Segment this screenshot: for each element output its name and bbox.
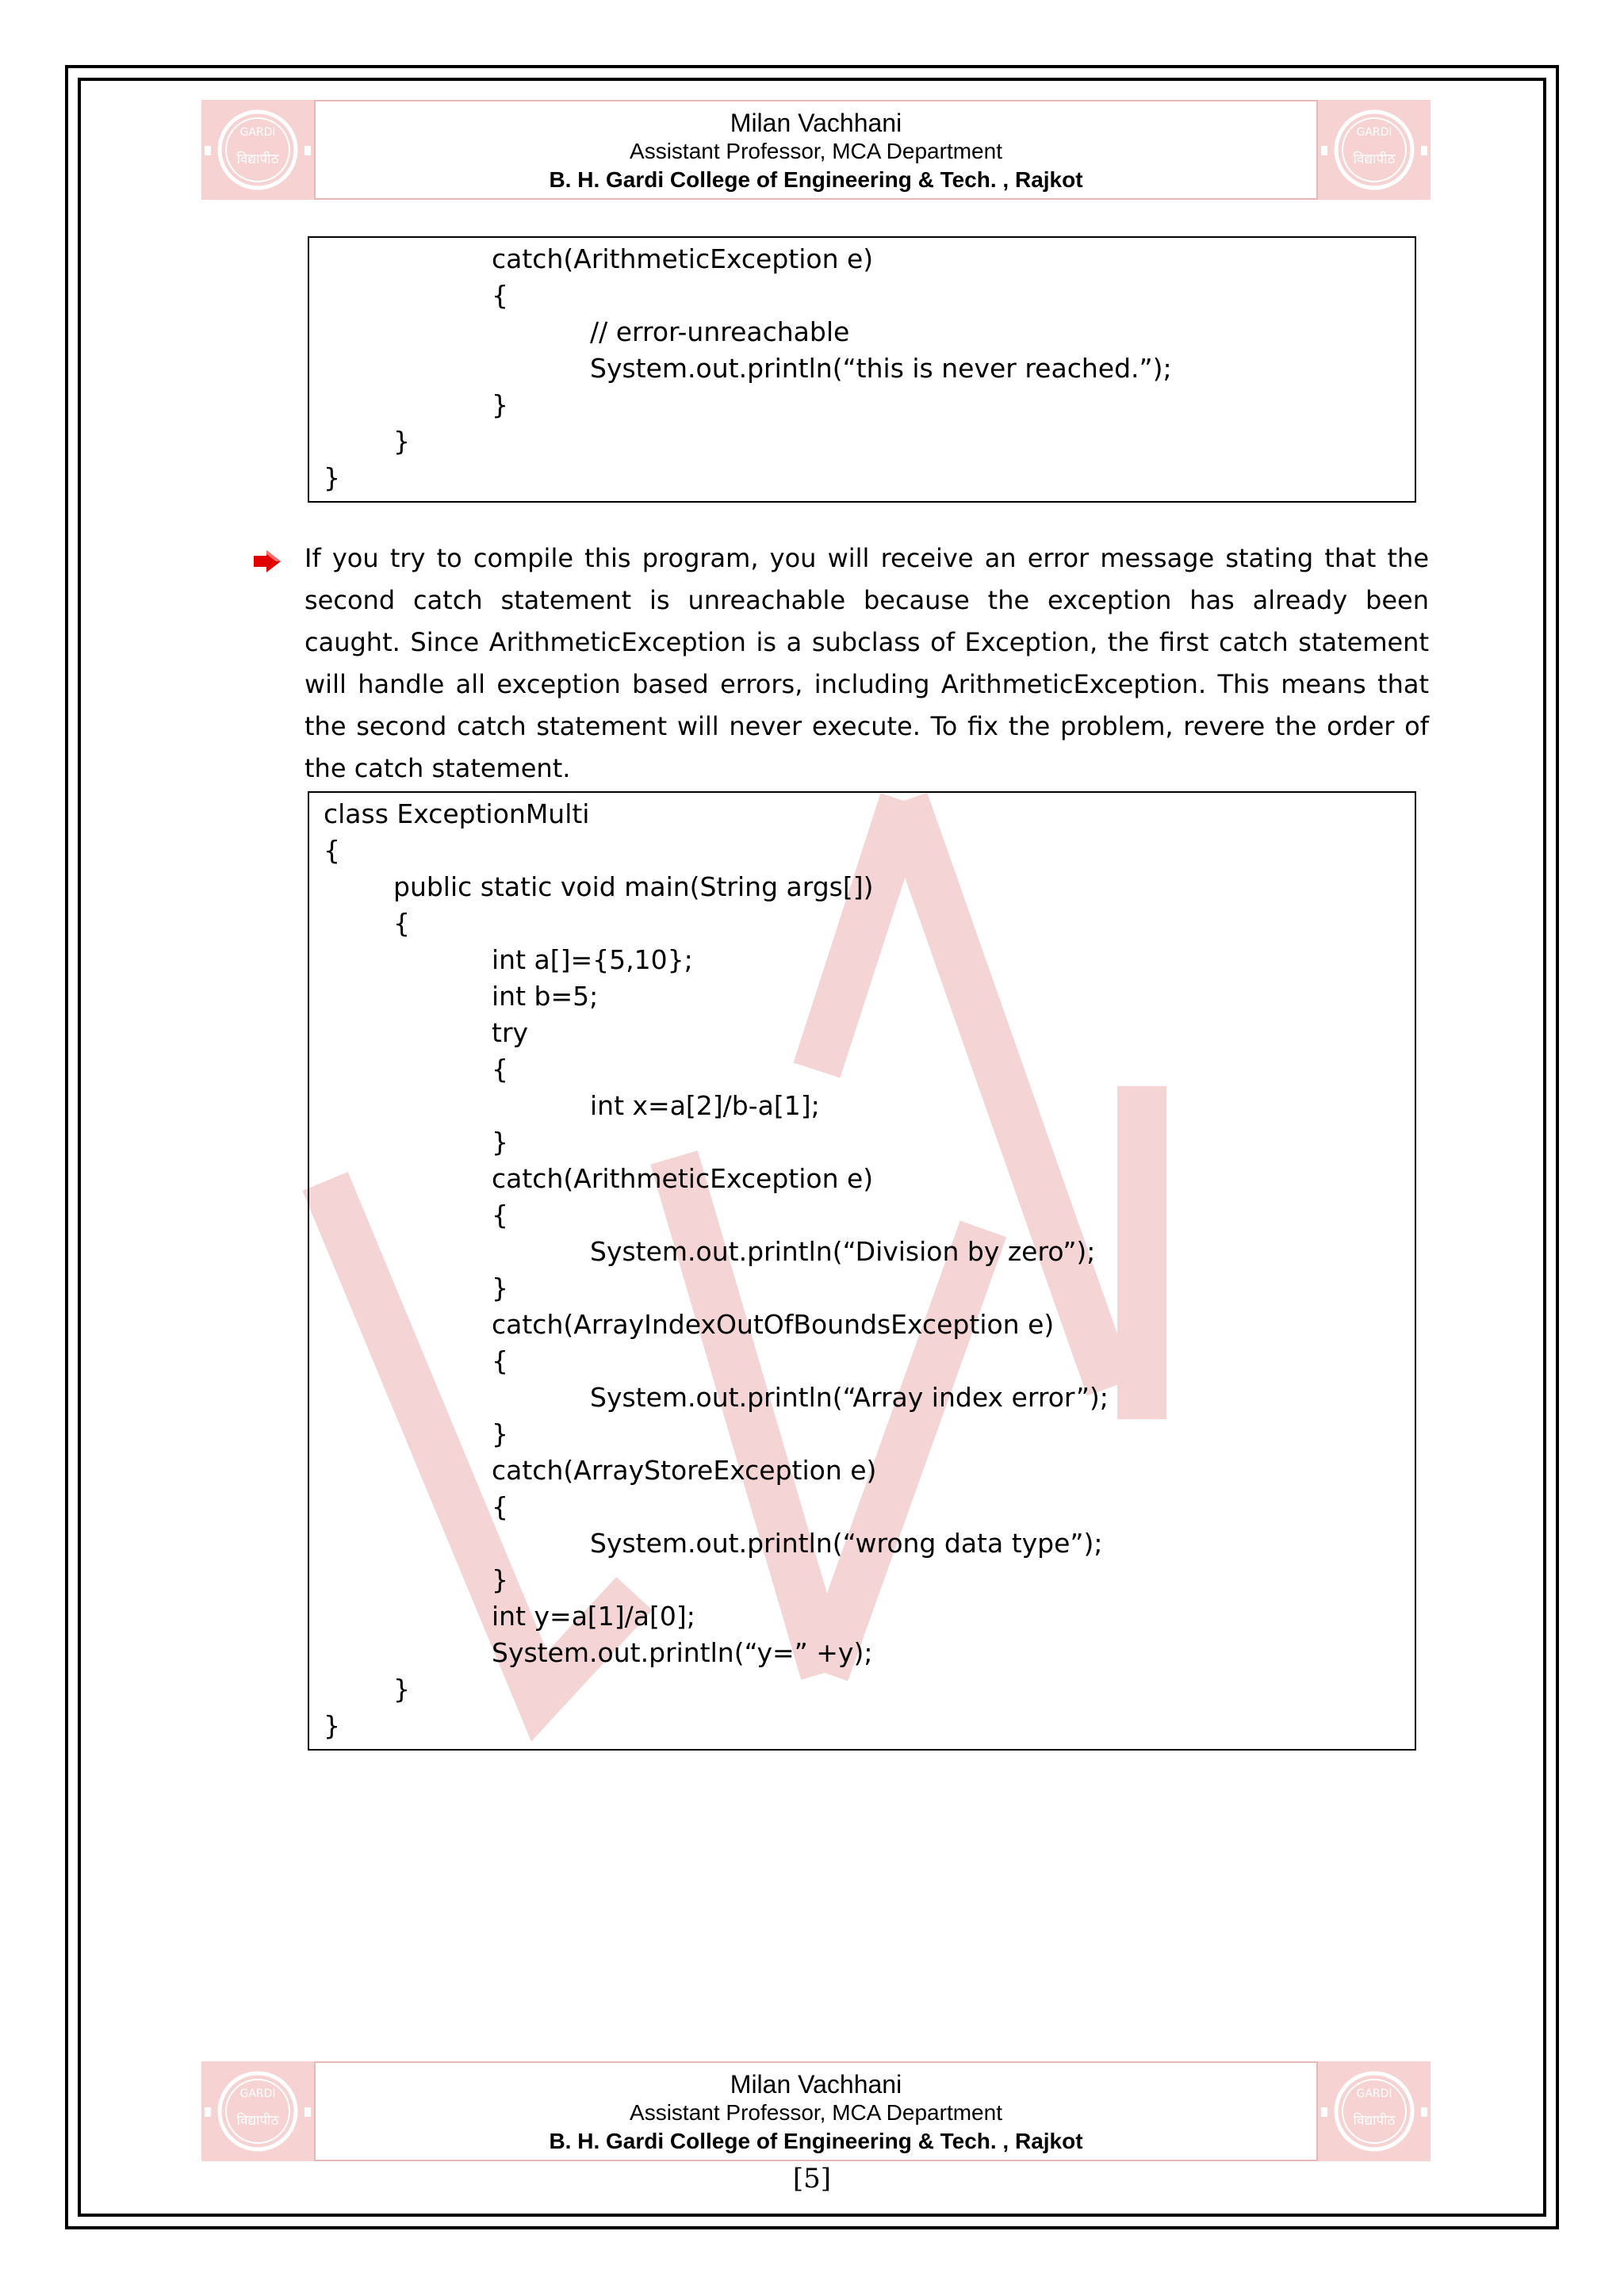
college-logo-right bbox=[1318, 100, 1431, 200]
code-line: System.out.println(“Array index error”); bbox=[590, 1382, 1109, 1413]
header-college: B. H. Gardi College of Engineering & Tech. , Rajkot bbox=[549, 167, 1083, 192]
code-line: { bbox=[492, 280, 508, 311]
code-line: } bbox=[393, 1674, 410, 1705]
code-line: } bbox=[324, 1710, 340, 1741]
code-line: int a[]={5,10}; bbox=[492, 944, 693, 975]
logo-text-top: GARDI bbox=[239, 126, 276, 139]
code-line: System.out.println(“wrong data type”); bbox=[590, 1528, 1103, 1559]
footer-college: B. H. Gardi College of Engineering & Tech. , Rajkot bbox=[549, 2129, 1083, 2153]
code-line: System.out.println(“this is never reached.”); bbox=[590, 353, 1172, 384]
code-block-2 bbox=[308, 791, 1416, 1751]
code-line: } bbox=[492, 389, 508, 420]
logo-text-bottom: विद्यापीठ bbox=[236, 151, 279, 167]
code-line: catch(ArithmeticException e) bbox=[492, 243, 874, 274]
logo-text-bottom: विद्यापीठ bbox=[1353, 151, 1396, 167]
code-line: { bbox=[324, 835, 340, 866]
code-block-1 bbox=[308, 236, 1416, 503]
code-line: } bbox=[492, 1127, 508, 1158]
footer-author-name: Milan Vachhani bbox=[730, 2070, 902, 2099]
code-line: { bbox=[492, 1054, 508, 1085]
code-line: } bbox=[492, 1418, 508, 1449]
footer-plate bbox=[314, 2061, 1318, 2161]
logo-text-bottom: विद्यापीठ bbox=[1353, 2113, 1396, 2129]
code-line: { bbox=[492, 1491, 508, 1522]
code-line: int y=a[1]/a[0]; bbox=[492, 1601, 695, 1632]
logo-text-bottom: विद्यापीठ bbox=[236, 2113, 279, 2129]
explanation-paragraph: If you try to compile this program, you will receive an error message stating that the second catch statement is unreachable because the exception has already been caught. Since ArithmeticException is a subclass of Exception, the first catch statement will handle all exception based errors, including ArithmeticException. This means that the second catch statement will never execute. To fix the problem, revere the order of the catch statement. bbox=[304, 543, 1429, 783]
code-line: // error-unreachable bbox=[590, 316, 850, 347]
code-line: int x=a[2]/b-a[1]; bbox=[590, 1090, 820, 1121]
code-line: System.out.println(“Division by zero”); bbox=[590, 1236, 1096, 1267]
code-line: } bbox=[393, 426, 410, 457]
code-line: catch(ArrayStoreException e) bbox=[492, 1455, 877, 1486]
logo-text-top: GARDI bbox=[1356, 2087, 1392, 2100]
college-logo-left bbox=[201, 100, 314, 200]
code-line: class ExceptionMulti bbox=[324, 798, 590, 829]
bullet-arrow-icon bbox=[254, 549, 282, 574]
logo-text-top: GARDI bbox=[1356, 126, 1392, 139]
code-line: } bbox=[492, 1272, 508, 1303]
code-line: int b=5; bbox=[492, 981, 599, 1012]
header-author-name: Milan Vachhani bbox=[730, 109, 902, 137]
code-line: public static void main(String args[]) bbox=[393, 871, 874, 902]
code-line: System.out.println(“y=” +y); bbox=[492, 1637, 873, 1668]
code-line: { bbox=[492, 1345, 508, 1376]
code-line: { bbox=[492, 1200, 508, 1230]
logo-text-top: GARDI bbox=[239, 2087, 276, 2100]
code-line: { bbox=[393, 908, 410, 939]
code-line: } bbox=[324, 462, 340, 493]
college-logo-right bbox=[1318, 2061, 1431, 2161]
header-designation: Assistant Professor, MCA Department bbox=[630, 139, 1002, 163]
college-logo-left bbox=[201, 2061, 314, 2161]
code-line: } bbox=[492, 1564, 508, 1595]
code-line: try bbox=[492, 1017, 529, 1048]
page-header bbox=[201, 100, 1431, 200]
code-line: catch(ArrayIndexOutOfBoundsException e) bbox=[492, 1309, 1055, 1340]
code-line: catch(ArithmeticException e) bbox=[492, 1163, 874, 1194]
page-footer bbox=[201, 2061, 1431, 2161]
page-number: [5] bbox=[792, 2163, 832, 2195]
footer-designation: Assistant Professor, MCA Department bbox=[630, 2100, 1002, 2125]
header-plate bbox=[314, 100, 1318, 200]
